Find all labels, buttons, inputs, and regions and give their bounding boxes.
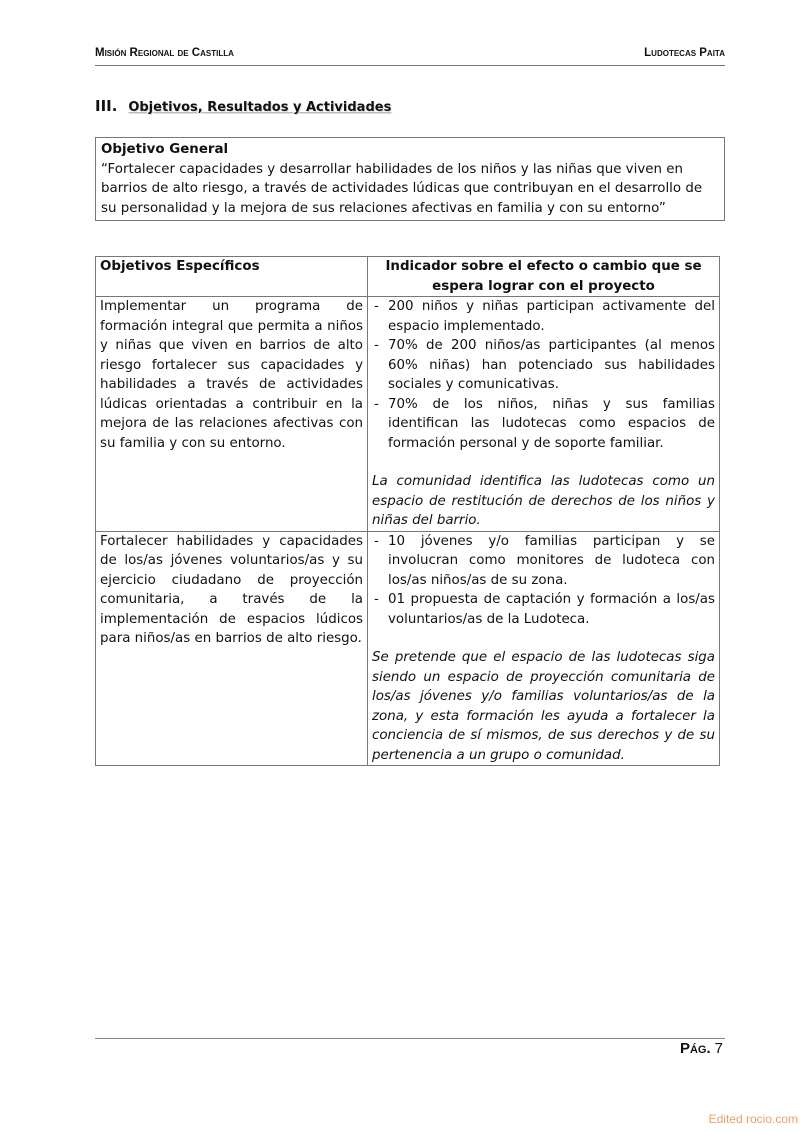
- specific-objective-cell: Fortalecer habilidades y capacidades de los/as jóvenes voluntarios/as y su ejercicio ciudadano de proyección comunitaria, a través de la implementación de espacios lúdicos para niños/as en barrios de alto riesgo.: [96, 531, 368, 766]
- indicator-list: [372, 532, 715, 630]
- specific-objectives-table: [95, 256, 720, 766]
- table-row: [96, 531, 720, 766]
- page-number-value: 7: [714, 1040, 723, 1057]
- indicator-note: La comunidad identifica las ludotecas como un espacio de restitución de derechos de los niños y niñas del barrio.: [372, 474, 715, 528]
- general-objective-title: Objetivo General: [101, 142, 229, 157]
- indicators-cell: [368, 297, 720, 532]
- header-organization: Misión Regional de Castilla: [95, 47, 234, 59]
- footer-divider: [95, 1038, 725, 1039]
- indicator-list: [372, 297, 715, 453]
- indicator-item: - 70% de 200 niños/as participantes (al menos 60% niñas) han potenciado sus habilidades sociales y comunicativas.: [372, 336, 715, 395]
- indicator-item: - 10 jóvenes y/o familias participan y se involucran como monitores de ludoteca con los/as niños/as de su zona.: [372, 532, 715, 591]
- watermark: Edited rocio.com: [708, 1112, 798, 1126]
- table-row: [96, 297, 720, 532]
- general-objective-box: [95, 137, 725, 221]
- section-heading: [95, 97, 391, 115]
- page-label: Pág.: [679, 1040, 711, 1057]
- table-header-row: [96, 257, 720, 297]
- section-number: III.: [95, 97, 118, 115]
- indicator-item: - 70% de los niños, niñas y sus familias identifican las ludotecas como espacios de formación personal y de soporte familiar.: [372, 395, 715, 454]
- column-header-objectives: Objetivos Específicos: [96, 257, 368, 297]
- indicator-note: Se pretende que el espacio de las ludotecas siga siendo un espacio de proyección comunitaria de los/as jóvenes y/o familias voluntarios/as de la zona, y esta formación les ayuda a fortalecer la conciencia de sí mismos, de sus derechos y de su pertenencia a un grupo o comunidad.: [372, 650, 715, 763]
- section-title: Objetivos, Resultados y Actividades: [128, 100, 392, 115]
- specific-objective-cell: Implementar un programa de formación integral que permita a niños y niñas que viven en barrios de alto riesgo fortalecer sus capacidades y habilidades a través de actividades lúdicas orientadas a contribuir en la mejora de las relaciones afectivas con su familia y con su entorno.: [96, 297, 368, 532]
- indicators-cell: [368, 531, 720, 766]
- column-header-indicators: Indicador sobre el efecto o cambio que se espera lograr con el proyecto: [368, 257, 720, 297]
- page-number: [680, 1040, 723, 1057]
- indicator-item: - 200 niños y niñas participan activamente del espacio implementado.: [372, 297, 715, 336]
- general-objective-text: “Fortalecer capacidades y desarrollar habilidades de los niños y las niñas que viven en barrios de alto riesgo, a través de actividades lúdicas que contribuyan en el desarrollo de su personalidad y la mejora de sus relaciones afectivas en familia y con su entorno”: [101, 161, 703, 216]
- page-header: [95, 47, 725, 66]
- indicator-item: - 01 propuesta de captación y formación a los/as voluntarios/as de la Ludoteca.: [372, 590, 715, 629]
- header-project: Ludotecas Paita: [644, 47, 725, 59]
